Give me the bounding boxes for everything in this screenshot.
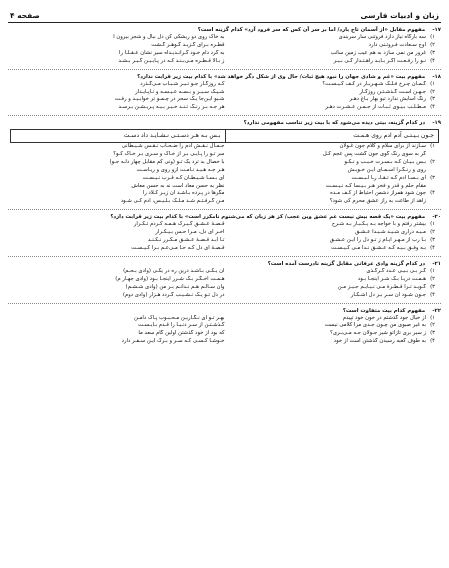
option-row [8,190,441,198]
option-number: ۳) [430,283,435,290]
reference-verse-first: جـون بـیـتـی آدم ادم روی هـمـت [225,130,439,142]
verse-first-half: ز سیر بری تازاتو شیر جـولان جـه مـی‌بـری؟ [330,330,426,337]
verse-first-half: گـر بـی بـیـی عـدد گـرگـذی [366,267,426,274]
verse-second-half: شـیـک سـیـر و بـسـه عـیـسـه و نـاپـایـدار [135,88,225,95]
question-17 [8,26,441,66]
verse-second-half: هر جـه بـر رنـگ تـنـد خـیـر بـیـه پـریـشـن بـرسـد [118,104,225,111]
verse-first-half: سه بارگاه نیاز دارد فروتنی سار سربندی [338,34,426,40]
question-text: مفهوم کدام بیت متفاوت است؟ [342,307,426,314]
option-row [8,96,441,104]
option-row [8,330,441,338]
option-row [8,198,441,206]
option-row [8,322,441,330]
verse-first-half: جون شود همراز دشمن احتیاط از کـف مـده [330,190,426,197]
verse-second-half: با خصال بد ترد یک تـو (ونی کم مقابل چهار دلـه جـو) [109,158,225,165]
verse-second-half: گـذشـتـن از سـر دنـیـا را قـدم بـایـسـت [137,322,225,329]
option-row [8,237,441,245]
reference-verse-box [10,129,439,143]
verse-second-half: کـه روزگـار جـو تـیـر شـبـاب مـی‌گـذرد [140,80,225,87]
question-22 [8,307,441,347]
verse-first-half: مقام حلم و قدر و فخر هـر بـیـسا کـه نـیـسـت [325,182,426,189]
verse-second-half: شـبو ایـن‌جا یـک سحر در چـمـو تر خوابـیـد و رفـت [114,96,225,103]
verse-second-half: مـن گـرفـتـم شـد مـلـک بـلـیـس، آدم کـی شـود [120,198,225,205]
option-row [8,167,441,175]
verse-second-half: بهـر تـو ای نـگـاریـن مـحـبـوب پـاک دامـن [134,314,225,321]
option-number: ۱) [430,143,435,150]
question-stem [8,213,441,221]
verse-first-half: گـمـان چـرخ فـلـک شـهـریـار در کـف کـیـسـت؟ [322,80,426,87]
verse-first-half: جـهـن آسـت گـذشـتـن روزگـار [359,88,426,95]
option-row [8,104,441,112]
verse-first-half: بـس بـیـان کـه بـسـرت خـیـب و نـکـو [344,158,426,165]
option-row [8,143,441,151]
question-number: ۱۹- [432,120,441,127]
page-number: صفحه ۴ [10,11,40,20]
verse-first-half: از خیال جود گذشتم در خون خود تپیدم [342,314,426,321]
verse-second-half: ز بـالا قـطـره مـی‌بـنـد کـه در پـایـیـن گـیـر بـشـد [118,57,225,64]
option-number: ۴) [430,338,435,345]
question-stem [8,307,441,315]
divider [8,69,441,70]
option-row [8,245,441,253]
verse-first-half: جـون شـود آن سـر بـر دل آشـکـار [350,291,426,298]
option-number: ۲) [430,275,435,282]
question-19 [8,119,441,206]
option-number: ۳) [430,96,435,103]
verse-second-half: در دل تـو یـک نـشـیـب گـردد هـزار (وادی دوم) [122,291,225,298]
option-row [8,276,441,284]
option-number: ۴) [430,245,435,252]
verse-second-half: قـصـهٔ ای دل کـه حـا مـی‌عـم بـرا کـیـسـت [131,245,225,252]
verse-second-half: به خاک روی دو ریشکی کن دل ببال و شجر بیرون آ [113,34,225,40]
option-number: ۱) [430,80,435,87]
option-row [8,34,441,42]
verse-first-half: رنگ آسایش ندارد تیو بهار بـاغ دهـر [349,96,426,103]
verse-first-half: بـه وفـق بـیـه کـه عـشـق نـدا مـی کـیـسـت [331,245,426,252]
option-row [8,284,441,292]
verse-first-half: گـویـد تـرا قـطـرهٔ مـی نـیـایـم جـیـز مـن [337,283,426,290]
option-number: ۲) [430,322,435,329]
verse-first-half: گر به سوی رنگ گوی جون گشت پس عجم کـل [322,150,426,157]
verse-first-half: روی و رنـگـرا اسـمـای ایـن خـویـش [347,166,426,173]
verse-first-half: ای بـسـا آدم کـه تـقـاـ رـا اـبـسـت [351,174,426,181]
verse-second-half: خـوشـا کـسـی کـه سـر و بـرگ ایـن سـفـر دارد [121,338,225,345]
verse-second-half: مگرها در پـرده بـاشـد آن زیـر کـلاد را [142,190,225,197]
verse-first-half: غرور من نمی سازد به هم عیب زمین سائب [330,49,426,56]
verse-first-half: هـمـت دریـا بـک شـر اینجـا بـود [357,275,426,282]
option-number: ۱) [430,221,435,228]
question-text: در کدام گزینه، بیتی دیده می‌شود که با بیت زیر تناسب مفهومی ندارد؟ [243,120,426,127]
question-number: ۲۲- [432,307,441,314]
option-row [8,89,441,97]
option-row [8,292,441,300]
question-number: ۲۱- [432,260,441,267]
verse-second-half: آخـر ای دل، مـرا حـس بـیـکـرار [155,229,225,236]
verse-second-half: وان سـالـم هـم نـدانـم بـر من (وادی شـشـم) [125,283,225,290]
verse-second-half: جـمـال نـقـش آدم را ضـحـاب نـقـس شـیـطانی [121,143,225,150]
option-number: ۳) [430,237,435,244]
verse-second-half: نظر به حسن معاد است نه به حسن معاش [131,182,225,189]
verse-second-half: به گرد دام خـود گـرانـدیـداه سیر نشان عـقـلـا را [118,49,225,56]
verse-second-half: هـر جـه هـیـد نـامـت ازو روی و ریـاسـت [136,166,225,173]
option-number: ۴) [430,104,435,111]
divider [8,115,441,116]
reference-verse-second: بـس بـه هـر دسـتـی نـشـایـد داد دسـت [123,132,221,140]
question-number: ۱۸- [432,73,441,80]
verse-second-half: که بود از خود گذشتن اولین گام سعد ما [138,330,225,337]
question-18 [8,73,441,113]
verse-first-half: به غیر صبوی من چـون جـدی مرا کلامی نیست [324,322,426,329]
verse-first-half: سـازند از برای سلام و کلام جون غـولان [339,143,426,150]
question-text: مفهوم بیت «غم و شادی جهان را نبود هیچ ثبات/ حال وی از شکل دگر خواهد شد» با کدام بیت زیر قرابت ندارد؟ [137,73,426,80]
option-row [8,81,441,89]
option-number: ۲) [430,158,435,165]
option-row [8,315,441,323]
option-number: ۴) [430,190,435,197]
option-row [8,42,441,50]
option-row [8,221,441,229]
option-row [8,151,441,159]
verse-first-half: نـو را رفـعـت اگـر بـایـد راهـتـدار گـی بـیـر [333,57,426,64]
verse-second-half: هـمـت اخـگـر بـک شـرر اینجـا بـود (وادی جهـار م) [115,275,225,282]
option-number: ۲) [430,41,435,48]
option-number: ۳) [430,330,435,337]
option-number: ۳) [430,174,435,181]
option-number: ۱) [430,267,435,274]
verse-first-half: مـیـه دراری شـیـد شـیـدا عـشـق [355,229,426,236]
option-number: ۲) [430,229,435,236]
page-header [8,0,441,23]
verse-second-half: تـا ابـد قـصـهٔ عـشـق مـکـرر نـکـنـد [147,237,225,244]
verse-first-half: به طوف کعبه رسیدن گذشتن است از خود [333,338,426,345]
question-number: ۱۷- [432,27,441,33]
divider [8,256,441,257]
option-row [8,183,441,191]
question-stem [8,26,441,34]
verse-first-half: زاهد از طاعت به راز عشق محرم کی شود؟ [329,198,426,205]
verse-second-half: سر تـو را پـایـی بـر از خـاک و سـری بـر خـاک کـو؟ [113,150,225,157]
verse-first-half: بیشتر رفتم و با خواجه بـه یـکـبـار بـه شـرح [331,221,426,228]
option-row [8,175,441,183]
option-number: ۴) [430,57,435,64]
verse-second-half: ای بـسـا شـیـطـان کـه قـرب نـیـسـت [142,174,225,181]
option-row [8,58,441,66]
option-number: ۱) [430,314,435,321]
option-number: ۴) [430,291,435,298]
verse-first-half: اوج سـعادت فـروتـنی دارد [368,41,426,48]
divider [8,209,441,210]
option-number: ۱) [430,34,435,40]
verse-second-half: آن یـکـی بـاشـد درین ره در یکـی (وادی بـحـم) [123,267,225,274]
option-number: ۲) [430,88,435,95]
question-20 [8,213,441,253]
question-number: ۲۰- [432,214,441,221]
divider [8,303,441,304]
verse-first-half: بـا رب از مـهـر ایـام ز تـو دل را آیـن عـشـق [329,237,426,244]
question-text: مفهوم بیت «یک قصه بیش نیست غم عشق وین عجب/ کز هر زبان که می‌شنوم نامکرر است» با کدام بیت زیر قرابت دارد؟ [110,214,426,221]
option-row [8,50,441,58]
question-21 [8,260,441,300]
option-row [8,338,441,346]
option-row [8,159,441,167]
question-stem [8,119,441,127]
option-row [8,229,441,237]
option-row [8,268,441,276]
option-number: ۳) [430,49,435,56]
verse-second-half: قطـره بـرای گـزیـد گـوهـر گـشت [151,41,225,48]
verse-first-half: مـطـلـب بـیـوی ثـبـات از جـمـن عـشـرت دهـر [325,104,426,111]
question-stem [8,73,441,81]
header-title: زبان و ادبیات فارسی [360,11,439,20]
question-text: در کدام گزینه وادی عرفانی مقابل گزینه نادرست آمده است؟ [267,260,426,267]
question-stem [8,260,441,268]
verse-second-half: قـصـهٔ عـشـق گـیـرک هـمـه کـردم تـکـرار [133,221,225,228]
question-text: مفهوم مقابل «از آسمان تاج بارد/ اما بر سر آن کس که سر فرود آرد» کدام گزینه است؟ [197,27,426,33]
